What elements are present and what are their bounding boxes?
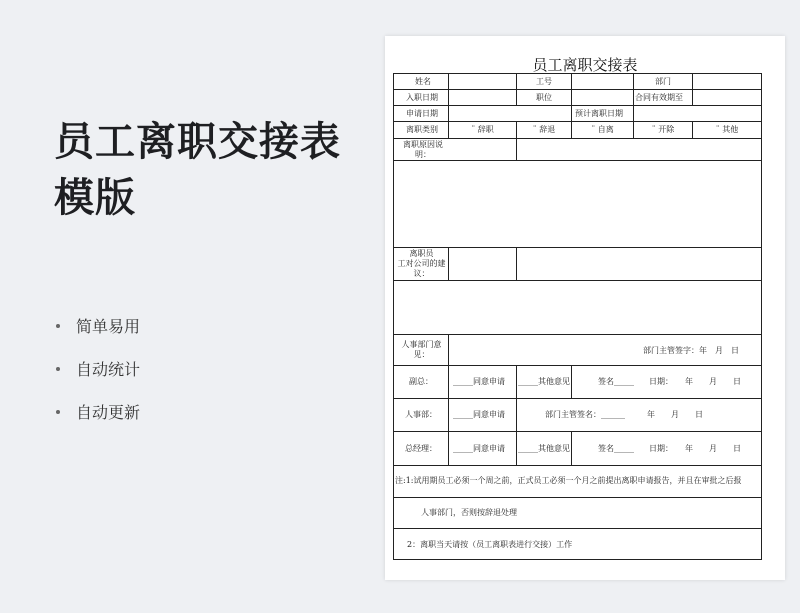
label-reason-line1: 离职原因说 <box>403 140 443 149</box>
label-reason-line2: 明： <box>415 150 431 159</box>
option-dismissed: ¨ 辞退 <box>532 125 556 134</box>
form-title: 员工离职交接表 <box>532 56 638 74</box>
label-entry-date: 入职日期 <box>406 93 438 102</box>
note-1-cont: 人事部门，否则按辞退处理 <box>421 508 517 517</box>
label-apply-date: 申请日期 <box>406 109 438 118</box>
label-suggestion-line3: 议： <box>413 269 430 278</box>
feature-label: 简单易用 <box>76 317 141 336</box>
bullet-icon <box>56 367 60 371</box>
note-1: 注:1:试用期员工必须一个周之前，正式员工必须一个月之前提出离职申请报告，并且在审批之后报 <box>395 476 742 485</box>
promo-title <box>54 114 341 226</box>
option-resign: ¨ 辞职 <box>471 125 494 134</box>
bullet-icon <box>56 410 60 414</box>
vice-date: 日期： 年 月 日 <box>649 377 741 386</box>
label-hr-dept: 人事部： <box>405 410 437 419</box>
gm-date: 日期： 年 月 日 <box>649 444 741 453</box>
label-dept: 部门 <box>655 77 671 86</box>
label-suggestion-line1: 离职员 <box>409 249 434 258</box>
feature-item <box>56 390 140 433</box>
label-expected-date: 预计离职日期 <box>575 109 623 118</box>
label-hr-opinion-line2: 见： <box>413 350 430 359</box>
hr-dept-sign: 部门主管签名：______ <box>545 410 625 419</box>
label-hr-opinion-line1: 人事部门意 <box>401 340 442 349</box>
form-document <box>385 36 785 580</box>
promo-title-line1: 员工离职交接表 <box>54 119 341 165</box>
option-fired: ¨ 开除 <box>651 125 675 134</box>
vice-other: _____其他意见 <box>518 377 570 386</box>
label-type: 离职类别 <box>406 125 438 134</box>
label-job-no: 工号 <box>536 77 552 86</box>
label-gm: 总经理： <box>405 444 437 453</box>
label-vice: 副总： <box>409 377 433 386</box>
label-suggestion <box>394 249 449 279</box>
feature-item <box>56 304 140 347</box>
label-contract: 合同有效期至 <box>635 93 683 102</box>
feature-label: 自动更新 <box>76 403 141 422</box>
label-reason <box>395 140 451 160</box>
feature-label: 自动统计 <box>76 360 141 379</box>
hr-sign-date: 部门主管签字：年 月 日 <box>643 346 739 355</box>
option-self-leave: ¨ 自离 <box>591 125 614 134</box>
bullet-icon <box>56 324 60 328</box>
hr-dept-date: 年 月 日 <box>647 410 703 419</box>
label-position: 职位 <box>536 93 552 102</box>
label-suggestion-line2: 工对公司的建 <box>397 259 446 268</box>
hr-dept-agree: _____同意申请 <box>453 410 505 419</box>
option-other: ¨ 其他 <box>715 125 739 134</box>
vice-agree: _____同意申请 <box>453 377 505 386</box>
label-hr-opinion <box>395 340 448 360</box>
gm-other: _____其他意见 <box>518 444 570 453</box>
gm-sign: 签名_____ <box>598 444 634 453</box>
note-2: 2：离职当天请按（员工离职表进行交接）工作 <box>407 540 573 549</box>
vice-sign: 签名_____ <box>598 377 634 386</box>
feature-list <box>56 304 140 433</box>
label-name: 姓名 <box>415 77 431 86</box>
feature-item <box>56 347 140 390</box>
promo-title-line2: 模版 <box>54 175 136 221</box>
gm-agree: _____同意申请 <box>453 444 505 453</box>
